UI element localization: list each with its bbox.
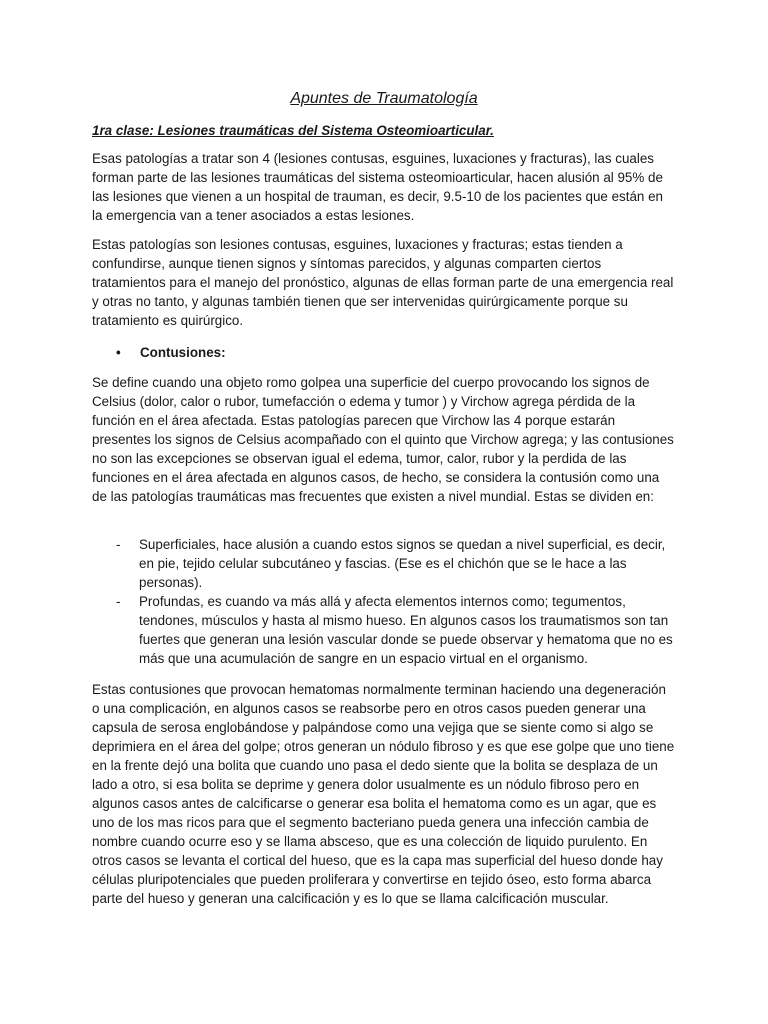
bullet-icon: • [116,345,121,360]
closing-paragraph: Estas contusiones que provocan hematomas normalmente terminan haciendo una degeneración o una complicación, en algunos casos se reabsorbe pero en otros casos pueden generar una capsula de serosa englobándose y palpándose como una vejiga que se siente como si algo se deprimiera en el área del golpe; otros generan un nódulo fibroso y es que ese golpe que uno tiene en la frente dejó una bolita que cuando uno pasa el dedo siente que la bolita se desplaza de un lado a otro, si esa bolita se deprime y genera dolor usualmente es un nódulo fibroso pero en algunos casos antes de calcificarse o generar esa bolita el hematoma como es un agar, que es uno de los mas ricos para que el segmento bacteriano pueda genera una infección cambia de nombre cuando ocurre eso y se llama absceso, que es una colección de liquido purulento. En otros casos se levanta el cortical del hueso, que es la capa mas superficial del hueso donde hay células pluripotenciales que pueden proliferara y convertirse en tejido óseo, esto forma abarca parte del hueso y generan una calcificación y es lo que se llama calcificación muscular. [92,682,675,906]
class-subtitle: 1ra clase: Lesiones traumáticas del Sistema Osteomioarticular. [92,123,494,138]
list-item [92,535,677,592]
contusion-types-list [92,535,677,668]
second-paragraph: Estas patologías son lesiones contusas, esguines, luxaciones y fracturas; estas tienden a confundirse, aunque tienen signos y síntomas parecidos, y algunas comparten ciertos tratamientos para el manejo del pronóstico, algunas de ellas forman parte de una emergencia real y otras no tanto, y algunas también tienen que ser intervenidas quirúrgicamente porque su tratamiento es quirúrgico. [92,237,674,328]
contusion-definition-paragraph: Se define cuando una objeto romo golpea una superficie del cuerpo provocando los signos de Celsius (dolor, calor o rubor, tumefacción o edema y tumor ) y Virchow agrega pérdida de la función en el área afectada. Estas patologías parecen que Virchow las 4 porque estarán presentes los signos de Celsius acompañado con el quinto que Virchow agrega; y las contusiones no son las excepciones se observan igual el edema, tumor, calor, rubor y la perdida de las funciones en el área afectada en algunos casos, de hecho, se considera la contusión como una de las patologías traumáticas mas frecuentes que existen a nivel mundial. Estas se dividen en: [92,375,674,504]
document-title: Apuntes de Traumatología [290,90,478,107]
dash-icon: - [116,537,121,552]
intro-paragraph: Esas patologías a tratar son 4 (lesiones contusas, esguines, luxaciones y fracturas), las cuales forman parte de las lesiones traumáticas del sistema osteomioarticular, hacen alusión al 95% de las lesiones que vienen a un hospital de trauman, es decir, 9.5-10 de los pacientes que están en la emergencia van a tener asociados a estas lesiones. [92,151,663,223]
bullet-heading: Contusiones: [140,345,226,360]
list-item-text: Profundas, es cuando va más allá y afecta elementos internos como; tegumentos, tendones, músculos y hasta al mismo hueso. En algunos casos los traumatismos son tan fuertes que generan una lesión vascular donde se puede observar y hematoma que no es más que una acumulación de sangre en un espacio virtual en el organismo. [139,594,673,666]
dash-icon: - [116,594,121,609]
list-item-text: Superficiales, hace alusión a cuando estos signos se quedan a nivel superficial, es decir, en pie, tejido celular subcutáneo y fascias. (Ese es el chichón que se le hace a las personas). [139,537,666,590]
list-item [92,592,677,668]
